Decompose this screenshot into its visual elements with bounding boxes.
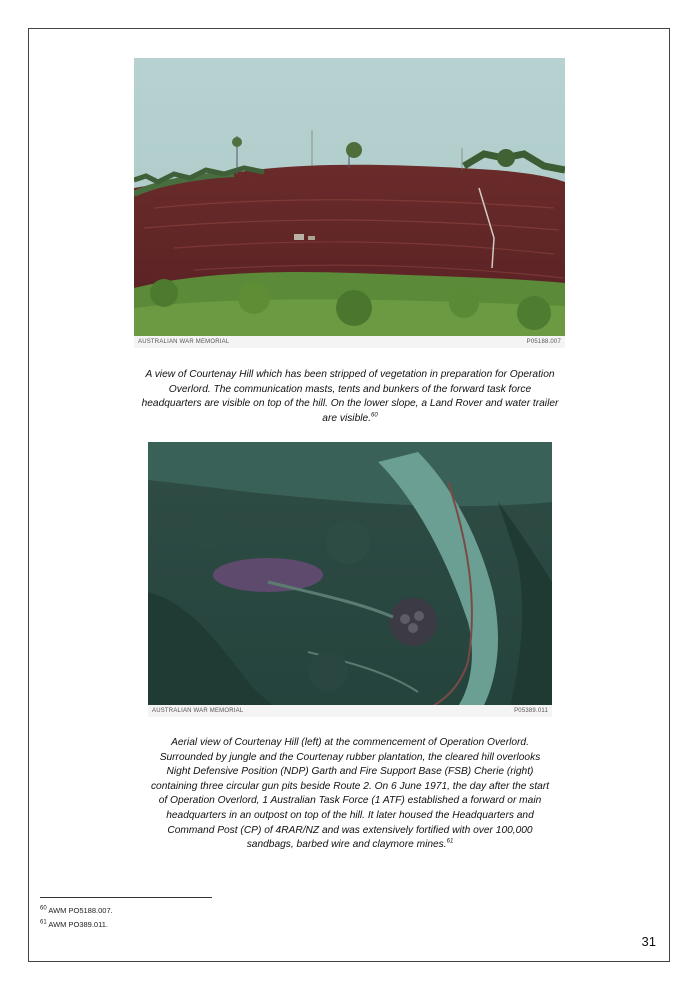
footnote-60 bbox=[40, 906, 113, 915]
footnote-marker: 60 bbox=[371, 412, 378, 419]
footnote-61 bbox=[40, 920, 108, 929]
photo-credit-bar bbox=[148, 705, 552, 717]
credit-left: AUSTRALIAN WAR MEMORIAL bbox=[138, 339, 230, 345]
footnote-marker: 61 bbox=[446, 838, 454, 845]
photo-courtenay-hill bbox=[134, 58, 565, 348]
footnote-divider bbox=[40, 897, 212, 898]
courtenay-hill-image bbox=[134, 58, 565, 348]
photo-aerial-view bbox=[148, 442, 552, 717]
caption-courtenay-hill bbox=[140, 368, 560, 426]
credit-right: P05188.007 bbox=[526, 339, 561, 345]
photo-credit-bar bbox=[134, 336, 565, 348]
footnote-number: 61 bbox=[40, 919, 47, 926]
caption-aerial-view bbox=[150, 736, 550, 853]
aerial-view-image bbox=[148, 442, 552, 717]
footnote-text: AWM PO5188.007. bbox=[48, 906, 113, 915]
footnote-text: AWM PO389.011. bbox=[48, 920, 108, 929]
credit-left: AUSTRALIAN WAR MEMORIAL bbox=[152, 708, 244, 714]
caption-text: A view of Courtenay Hill which has been stripped of vegetation in preparation for Operation Overlord. The communication masts, tents and bunkers of the forward task force headquarters are visible on top of the hill. On the lower slope, a Land Rover and water trailer are visible. bbox=[141, 369, 559, 424]
page-number: 31 bbox=[641, 934, 656, 949]
credit-right: P05389.011 bbox=[514, 708, 548, 714]
footnote-number: 60 bbox=[40, 905, 47, 912]
caption-text: Aerial view of Courtenay Hill (left) at the commencement of Operation Overlord. Surrounded by jungle and the Courtenay rubber plantation, the cleared hill overlooks Night Defensive Position (NDP) Garth and Fire Support Base (FSB) Cherie (right) containing three circular gun pits beside Route 2. On 6 June 1971, the day after the start of Operation Overlord, 1 Australian Task Force (1 ATF) established a forward or main headquarters in an outpost on top of the hill. It later housed the Headquarters and Command Post (CP) of 4RAR/NZ and was extensively fortified with over 100,000 sandbags, barbed wire and claymore mines. bbox=[150, 737, 550, 851]
